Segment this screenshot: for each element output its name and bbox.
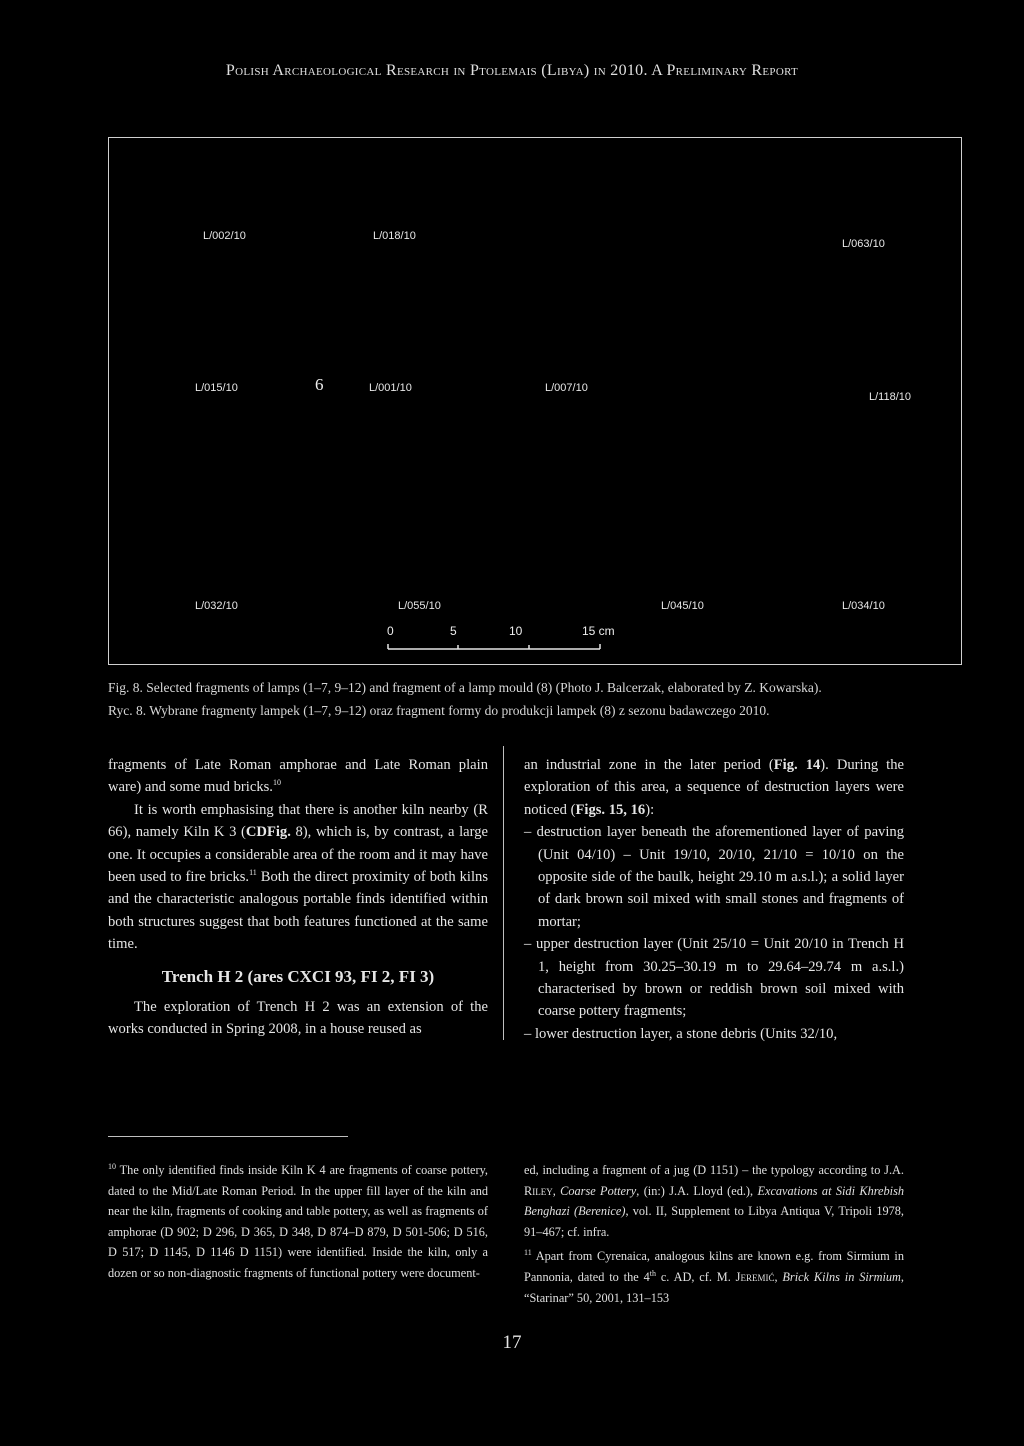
figure-ref[interactable]: CDFig. [245, 824, 291, 841]
column-divider [503, 746, 504, 1040]
figure-ref[interactable]: Figs. 15, 16 [575, 801, 646, 818]
figure-caption-en: Fig. 8. Selected fragments of lamps (1–7, 9–12) and fragment of a lamp mould (8) (Photo J. Balcerzak, elaborated by Z. Kowarska). [108, 680, 822, 695]
lamp-label: L/032/10 [195, 600, 238, 612]
running-head: Polish Archaeological Research in Ptolemais (Libya) in 2010. A Preliminary Report [225, 62, 799, 79]
figure-8 [108, 137, 962, 665]
paragraph: It is worth emphasising that there is another kiln nearby (R 66), namely Kiln K 3 (CDFig. 8), which is, by contrast, a large one. It occupies a considerable area of the room and it may have been used to fire bricks.$^{11}$ Both the direct proximity of both kilns and the characteristic analogous portable finds identified within both structures suggest that both features functioned at the same time. [108, 801, 488, 953]
paragraph: The exploration of Trench H 2 was an extension of the works conducted in Spring 2008, in a house reused as [108, 999, 488, 1038]
lamp-label: L/007/10 [545, 382, 588, 394]
footnote-ref[interactable]: 10 [272, 778, 281, 788]
scale-tick-label: 5 [450, 624, 457, 638]
paragraph: fragments of Late Roman amphorae and Late Roman plain ware) and some mud bricks.$^{10}$ [108, 757, 488, 796]
figure-ref[interactable]: Fig. 14 [773, 757, 821, 773]
lamp-label: L/063/10 [842, 238, 885, 250]
scale-bar-line [387, 641, 603, 651]
lamp-label: L/002/10 [203, 230, 246, 242]
footnote-10: $^{10}$ The only identified finds inside Kiln K 4 are fragments of coarse pottery, dated to the Mid/Late Roman Period. In the upper fill layer of the kiln and near the kiln, fragments of cooking and table pottery, as well as fragments of amphorae (D 902; D 296, D 365, D 348, D 874–D 879, D 501-506; D 516, D 517; D 1145, D 1146 D 1151) were identified. Inside the kiln, only a dozen or so non-diagnostic fragments of functional pottery were document- [108, 1161, 488, 1280]
footnotes-right [524, 1160, 904, 1308]
scale-tick-label: 15 cm [582, 624, 615, 638]
scale-tick-label: 10 [509, 624, 523, 638]
lamp-label: L/015/10 [195, 382, 238, 394]
right-column [524, 754, 904, 1045]
page-number: 17 [502, 1332, 522, 1353]
footnote-ref[interactable]: 11 [249, 868, 257, 878]
footnote-number: 11 [524, 1248, 532, 1258]
scale-bar [387, 624, 647, 654]
lamp-label: L/001/10 [369, 382, 412, 394]
footnote-11: $^{11}$ Apart from Cyrenaica, analogous kilns are known e.g. from Sirmium in Pannonia, dated to the 4th c. AD, cf. M. Jeremić, Brick Kilns in Sirmium, “Starinar” 50, 2001, 131–153 [524, 1248, 904, 1305]
section-heading: Trench H 2 (ares CXCI 93, FI 2, FI 3) [161, 966, 435, 986]
paragraph: an industrial zone in the later period (Fig. 14). During the exploration of this area, a sequence of destruction layers were noticed (Figs. 15, 16): [524, 757, 904, 818]
figure-caption-pl: Ryc. 8. Wybrane fragmenty lampek (1–7, 9–12) oraz fragment formy do produkcji lampek (8) z sezonu badawczego 2010. [108, 703, 770, 718]
lamp-label: L/018/10 [373, 230, 416, 242]
lamp-label: L/118/10 [869, 391, 912, 403]
list-item: – lower destruction layer, a stone debris (Units 32/10, [524, 1025, 838, 1042]
lamp-label: L/055/10 [398, 600, 441, 612]
footnote-number: 10 [108, 1161, 116, 1171]
lamp-label: L/034/10 [842, 600, 885, 612]
footnote-rule [108, 1136, 348, 1137]
mould-number: 6 [315, 375, 324, 394]
list-item: – destruction layer beneath the aforementioned layer of paving (Unit 04/10) – Unit 19/10, 20/10, 21/10 = 10/10 on the opposite side of the baulk, height 29.10 m a.s.l.); a solid layer of dark brown soil mixed with small stones and fragments of mortar; [524, 824, 904, 930]
scale-tick-label: 0 [387, 624, 394, 638]
list-item: – upper destruction layer (Unit 25/10 = Unit 20/10 in Trench H 1, height from 30.25–30.19 m to 29.64–29.74 m a.s.l.) characterised by brown or reddish brown soil mixed with coarse pottery fragments; [524, 936, 904, 1020]
lamp-label: L/045/10 [661, 600, 704, 612]
left-column [108, 754, 488, 1041]
footnote-10-continued: ed, including a fragment of a jug (D 1151) – the typology according to J.A. Riley, Coarse Pottery, (in:) J.A. Lloyd (ed.), Excavations at Sidi Khrebish Benghazi (Berenice), vol. II, Supplement to Libya Antiqua V, Tripoli 1978, 91–467; cf. infra. [524, 1163, 905, 1239]
